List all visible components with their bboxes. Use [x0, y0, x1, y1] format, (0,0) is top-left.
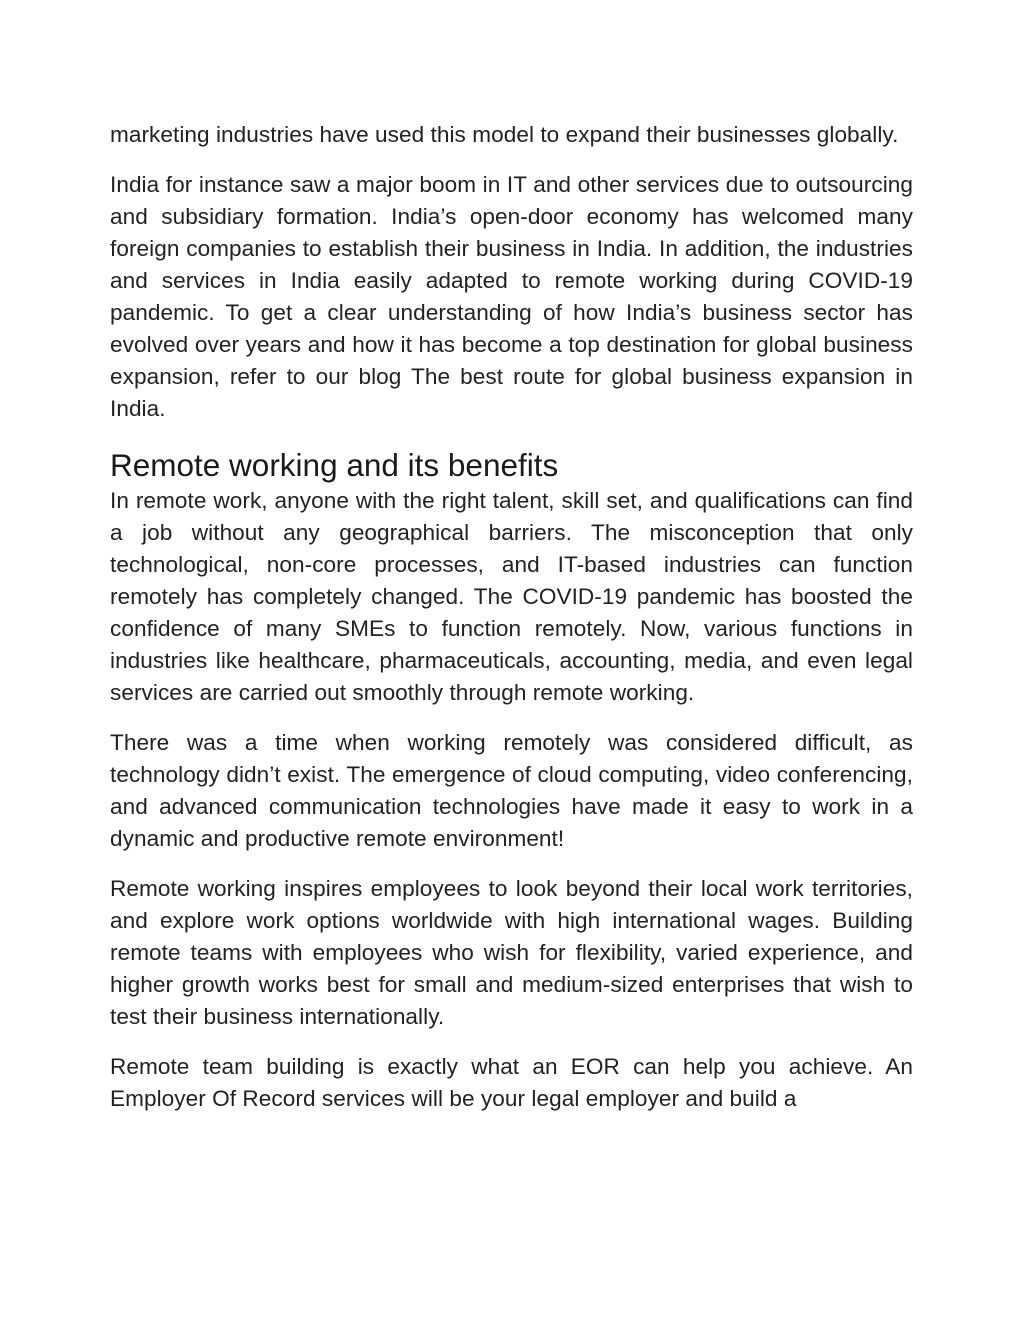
paragraph-technology: There was a time when working remotely was considered difficult, as technology didn’t exist. The emergence of cloud computing, video conferencing, and advanced communication technologies have made it easy to work in a dynamic and productive remote environment! [110, 730, 913, 851]
section-heading: Remote working and its benefits [110, 447, 559, 483]
paragraph-india-boom: India for instance saw a major boom in IT and other services due to outsourcing and subsidiary formation. India’s open-door economy has welcomed many foreign companies to establish their business in India. In addition, the industries and services in India easily adapted to remote working during COVID-19 pandemic. To get a clear understanding of how India’s business sector has evolved over years and how it has become a top destination for global business expansion, refer to our blog The best route for global business expansion in India. [110, 172, 913, 421]
paragraph-remote-work: In remote work, anyone with the right talent, skill set, and qualifications can find a job without any geographical barriers. The misconception that only technological, non-core processes, and IT-based industries can function remotely has completely changed. The COVID-19 pandemic has boosted the confidence of many SMEs to function remotely. Now, various functions in industries like healthcare, pharmaceuticals, accounting, media, and even legal services are carried out smoothly through remote working. [110, 488, 913, 705]
document-page [110, 119, 913, 1115]
paragraph-inspires: Remote working inspires employees to look beyond their local work territories, and explore work options worldwide with high international wages. Building remote teams with employees who wish for flexibility, varied experience, and higher growth works best for small and medium-sized enterprises that wish to test their business internationally. [110, 876, 913, 1029]
paragraph-eor: Remote team building is exactly what an EOR can help you achieve. An Employer Of Record services will be your legal employer and build a [110, 1054, 913, 1111]
paragraph-intro-continuation: marketing industries have used this model to expand their businesses globally. [110, 122, 899, 147]
